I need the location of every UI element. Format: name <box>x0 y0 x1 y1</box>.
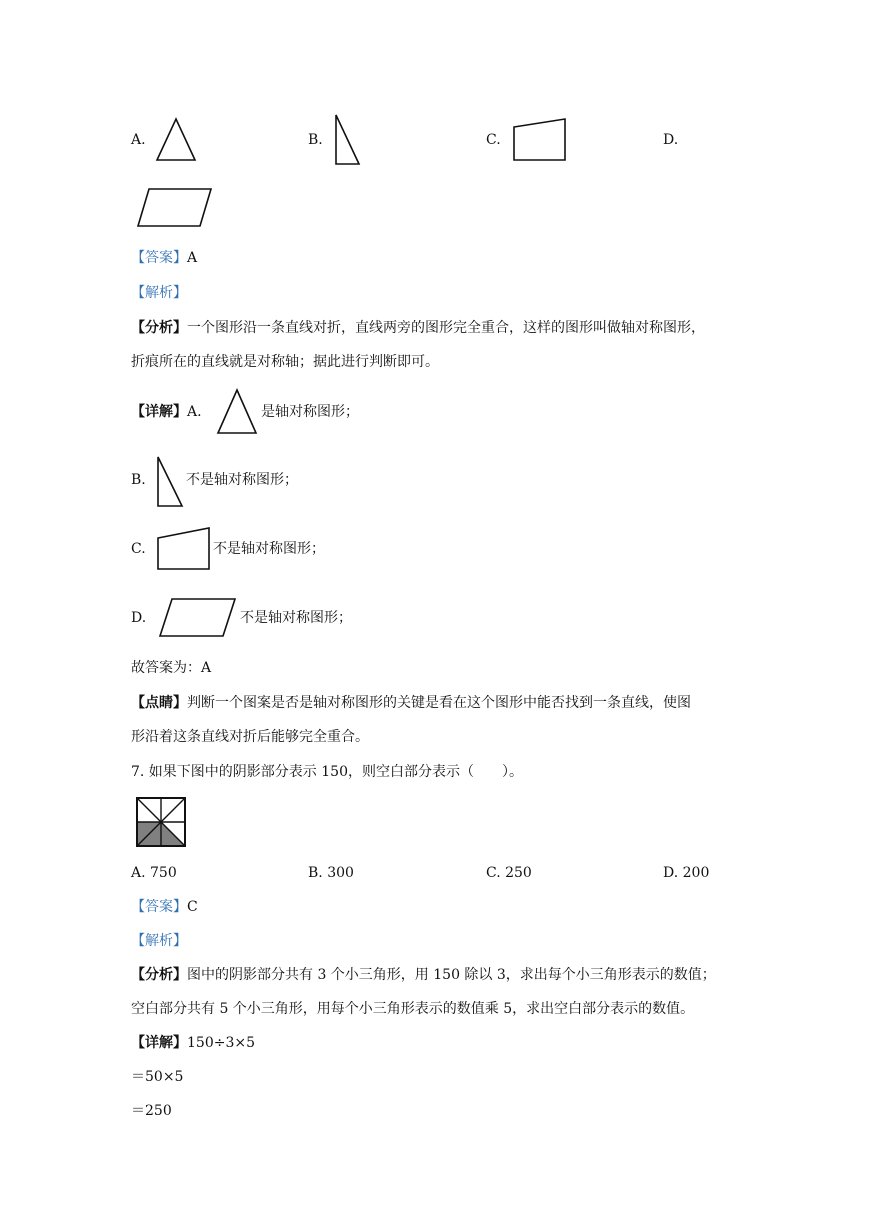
fenxi-tag: 【分析】 <box>131 967 187 983</box>
q7-square-triangles-figure <box>136 797 188 849</box>
detail-a-label: A. <box>187 404 202 420</box>
q7-answer-line <box>131 897 198 917</box>
option-a-isosceles-triangle-figure <box>155 117 199 163</box>
xiangjie-tag: 【详解】 <box>131 404 187 420</box>
q7-analysis-tag: 【解析】 <box>131 933 187 949</box>
detail-a-text: 是轴对称图形； <box>261 404 359 420</box>
q7-option-b: B. 300 <box>308 865 354 881</box>
detail-a-triangle-figure <box>216 388 260 436</box>
answer-tag: 【答案】 <box>131 899 187 915</box>
q6-fenxi-line2: 折痕所在的直线就是对称轴；据此进行判断即可。 <box>131 354 439 370</box>
option-a-label: A. <box>131 132 146 148</box>
fenxi-tag: 【分析】 <box>131 320 187 336</box>
q6-analysis-tag: 【解析】 <box>131 285 187 301</box>
detail-d-parallelogram-figure <box>158 597 238 639</box>
q6-detail-a <box>131 402 202 422</box>
detail-c-text: 不是轴对称图形； <box>213 541 325 557</box>
xiangjie-tag: 【详解】 <box>131 1035 187 1051</box>
answer-value: C <box>187 899 198 915</box>
detail-b-text: 不是轴对称图形； <box>186 472 298 488</box>
detail-d-text: 不是轴对称图形； <box>240 610 352 626</box>
q7-option-d: D. 200 <box>663 865 710 881</box>
q7-option-a: A. 750 <box>131 865 177 881</box>
q7-fenxi-line1 <box>131 965 716 985</box>
option-b-right-triangle-figure <box>334 113 362 167</box>
option-d-parallelogram-figure <box>136 187 214 229</box>
option-b-label: B. <box>308 132 323 148</box>
detail-c-trapezoid-figure <box>156 526 212 572</box>
answer-tag: 【答案】 <box>131 250 187 266</box>
dianjing-tag: 【点睛】 <box>131 695 187 711</box>
q6-conclusion: 故答案为：A <box>131 660 212 676</box>
q7-step2: ＝50×5 <box>131 1069 184 1085</box>
q6-dianjing-line2: 形沿着这条直线对折后能够完全重合。 <box>131 729 369 745</box>
q7-step3: ＝250 <box>131 1103 172 1119</box>
detail-d-label: D. <box>131 610 147 626</box>
q7-question: 7. 如果下图中的阴影部分表示 150，则空白部分表示（ ）。 <box>131 764 523 780</box>
step1: 150÷3×5 <box>187 1035 255 1051</box>
detail-c-label: C. <box>131 541 146 557</box>
fenxi-text: 图中的阴影部分共有 3 个小三角形，用 150 除以 3，求出每个小三角形表示的数值； <box>187 967 716 983</box>
detail-b-label: B. <box>131 472 146 488</box>
q7-option-c: C. 250 <box>486 865 532 881</box>
q7-fenxi-line2: 空白部分共有 5 个小三角形，用每个小三角形表示的数值乘 5，求出空白部分表示的数值。 <box>131 1001 695 1017</box>
q6-fenxi-line1 <box>131 318 705 338</box>
dianjing-text: 判断一个图案是否是轴对称图形的关键是看在这个图形中能否找到一条直线，使图 <box>187 695 691 711</box>
fenxi-text: 一个图形沿一条直线对折，直线两旁的图形完全重合，这样的图形叫做轴对称图形， <box>187 320 705 336</box>
detail-b-right-triangle-figure <box>156 455 186 509</box>
q7-detail-line <box>131 1033 255 1053</box>
option-c-trapezoid-figure <box>512 117 568 163</box>
q6-dianjing-line1 <box>131 693 691 713</box>
option-c-label: C. <box>486 132 501 148</box>
q6-answer-line <box>131 248 197 268</box>
answer-value: A <box>187 250 198 266</box>
option-d-label: D. <box>663 132 679 148</box>
